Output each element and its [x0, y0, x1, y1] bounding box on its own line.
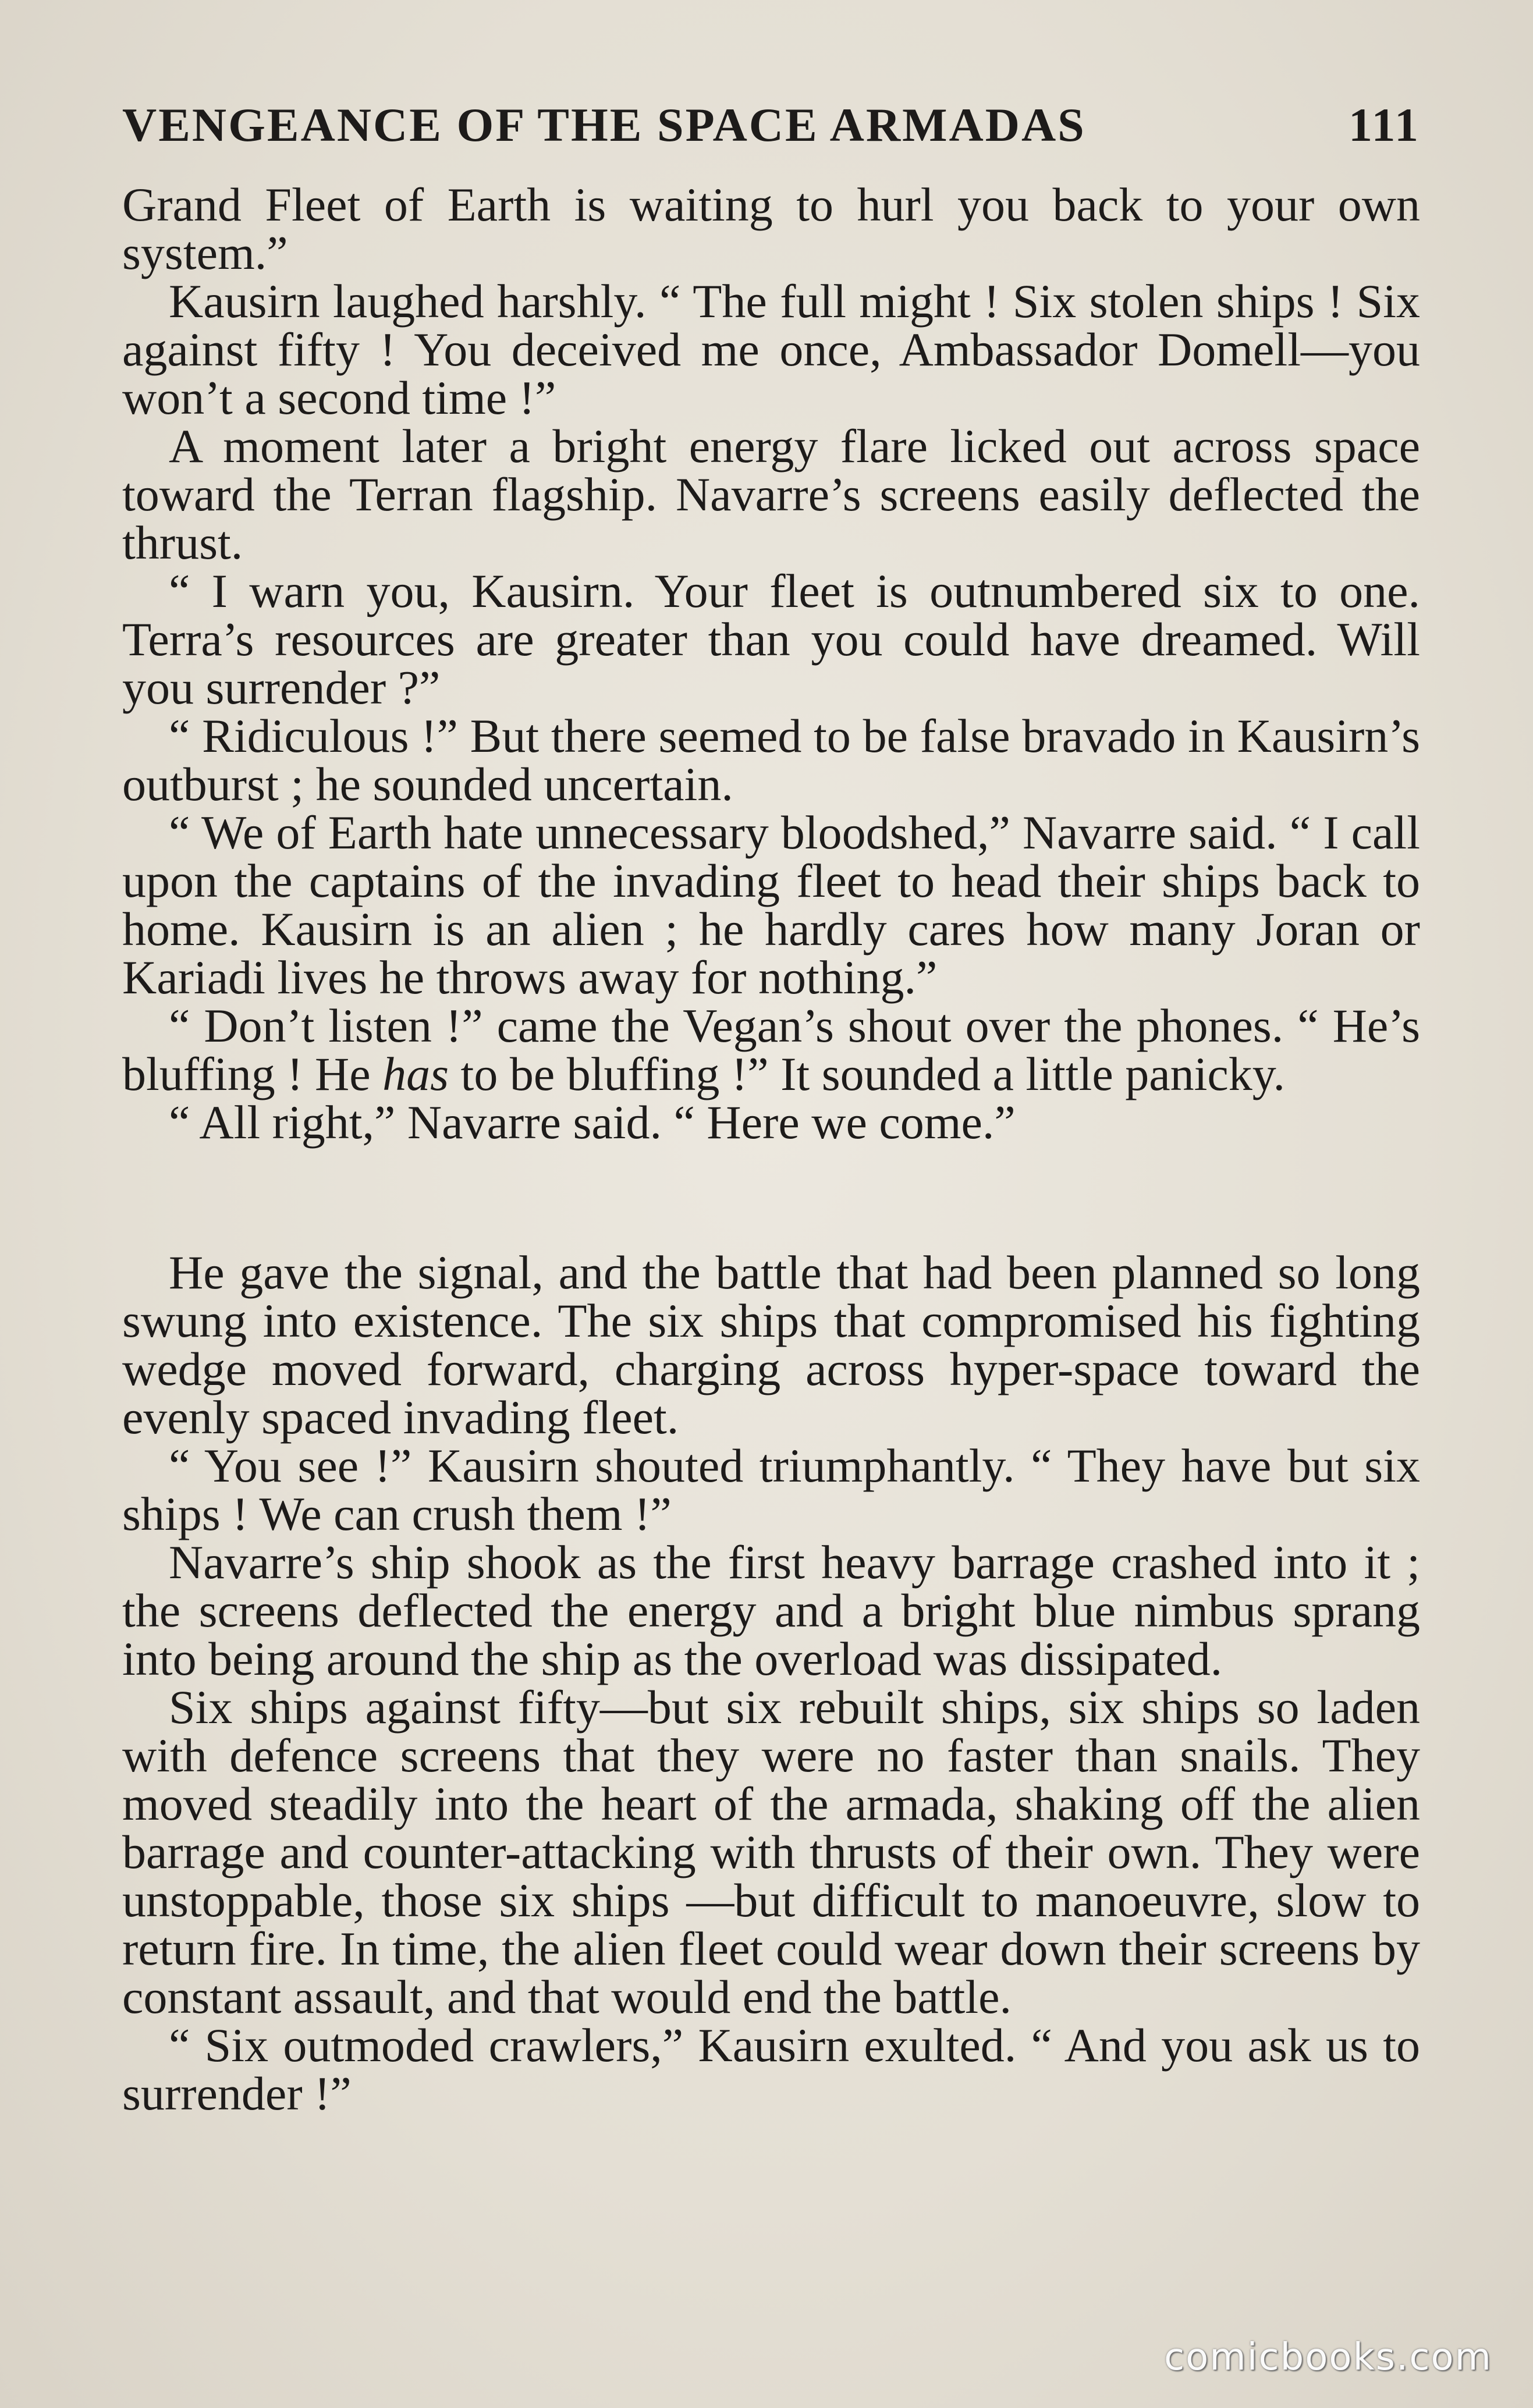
paragraph: [122, 1001, 1420, 1098]
page-number: 111: [1349, 98, 1420, 151]
running-title: VENGEANCE OF THE SPACE ARMADAS: [122, 98, 1086, 151]
emphasized-word: has: [382, 1047, 449, 1100]
paragraph: “ You see !” Kausirn shouted triumphantly. “ They have but six ships ! We can crush them !”: [122, 1439, 1420, 1540]
paragraph: “ Six outmoded crawlers,” Kausirn exulted. “ And you ask us to surrender !”: [122, 2019, 1420, 2120]
paragraph: Kausirn laughed harshly. “ The full might ! Six stolen ships ! Six against fifty ! You deceived me once, Ambassador Domell—you won’t a second time !”: [122, 275, 1420, 424]
paragraph: “ Ridiculous !” But there seemed to be false bravado in Kausirn’s outburst ; he sounded uncertain.: [122, 709, 1420, 811]
paragraph: A moment later a bright energy flare licked out across space toward the Terran flagship. Navarre’s screens easily deflected the thrust.: [122, 420, 1420, 569]
section-break: [122, 1146, 1420, 1248]
watermark: comicbooks.com: [1163, 2336, 1492, 2379]
paragraph: Navarre’s ship shook as the first heavy barrage crashed into it ; the screens deflected the energy and a bright blue nimbus sprang into being around the ship as the overload was dissipated.: [122, 1536, 1420, 1685]
paragraph: Six ships against fifty—but six rebuilt ships, six ships so laden with defence screens that they were no faster than snails. They moved steadily into the heart of the armada, shaking off the alien barrage and counter-attacking with thrusts of their own. They were unstoppable, those six ships —but difficult to manoeuvre, slow to return fire. In time, the alien fleet could wear down their screens by constant assault, and that would end the battle.: [122, 1681, 1420, 2023]
text-run: “ Don’t listen !” came the Vegan’s shout over the phones. “ He’s bluffing ! He: [122, 999, 1420, 1100]
paragraph: “ I warn you, Kausirn. Your fleet is outnumbered six to one. Terra’s resources are greater than you could have dreamed. Will you surrender ?”: [122, 564, 1420, 714]
text-run: to be bluffing !” It sounded a little panicky.: [449, 1047, 1285, 1100]
paragraph: He gave the signal, and the battle that had been planned so long swung into existence. The six ships that compromised his fighting wedge moved forward, charging across hyper-space toward the evenly spaced invading fleet.: [122, 1246, 1420, 1444]
paragraph: “ We of Earth hate unnecessary bloodshed,” Navarre said. “ I call upon the captains of the invading fleet to head their ships back to home. Kausirn is an alien ; he hardly cares how many Joran or Kariadi lives he throws away for nothing.”: [122, 806, 1420, 1004]
paragraph: Grand Fleet of Earth is waiting to hurl you back to your own system.”: [122, 178, 1420, 279]
paragraph: “ All right,” Navarre said. “ Here we come.”: [169, 1096, 1016, 1149]
running-head: [122, 93, 1420, 157]
book-page: [122, 93, 1420, 2118]
